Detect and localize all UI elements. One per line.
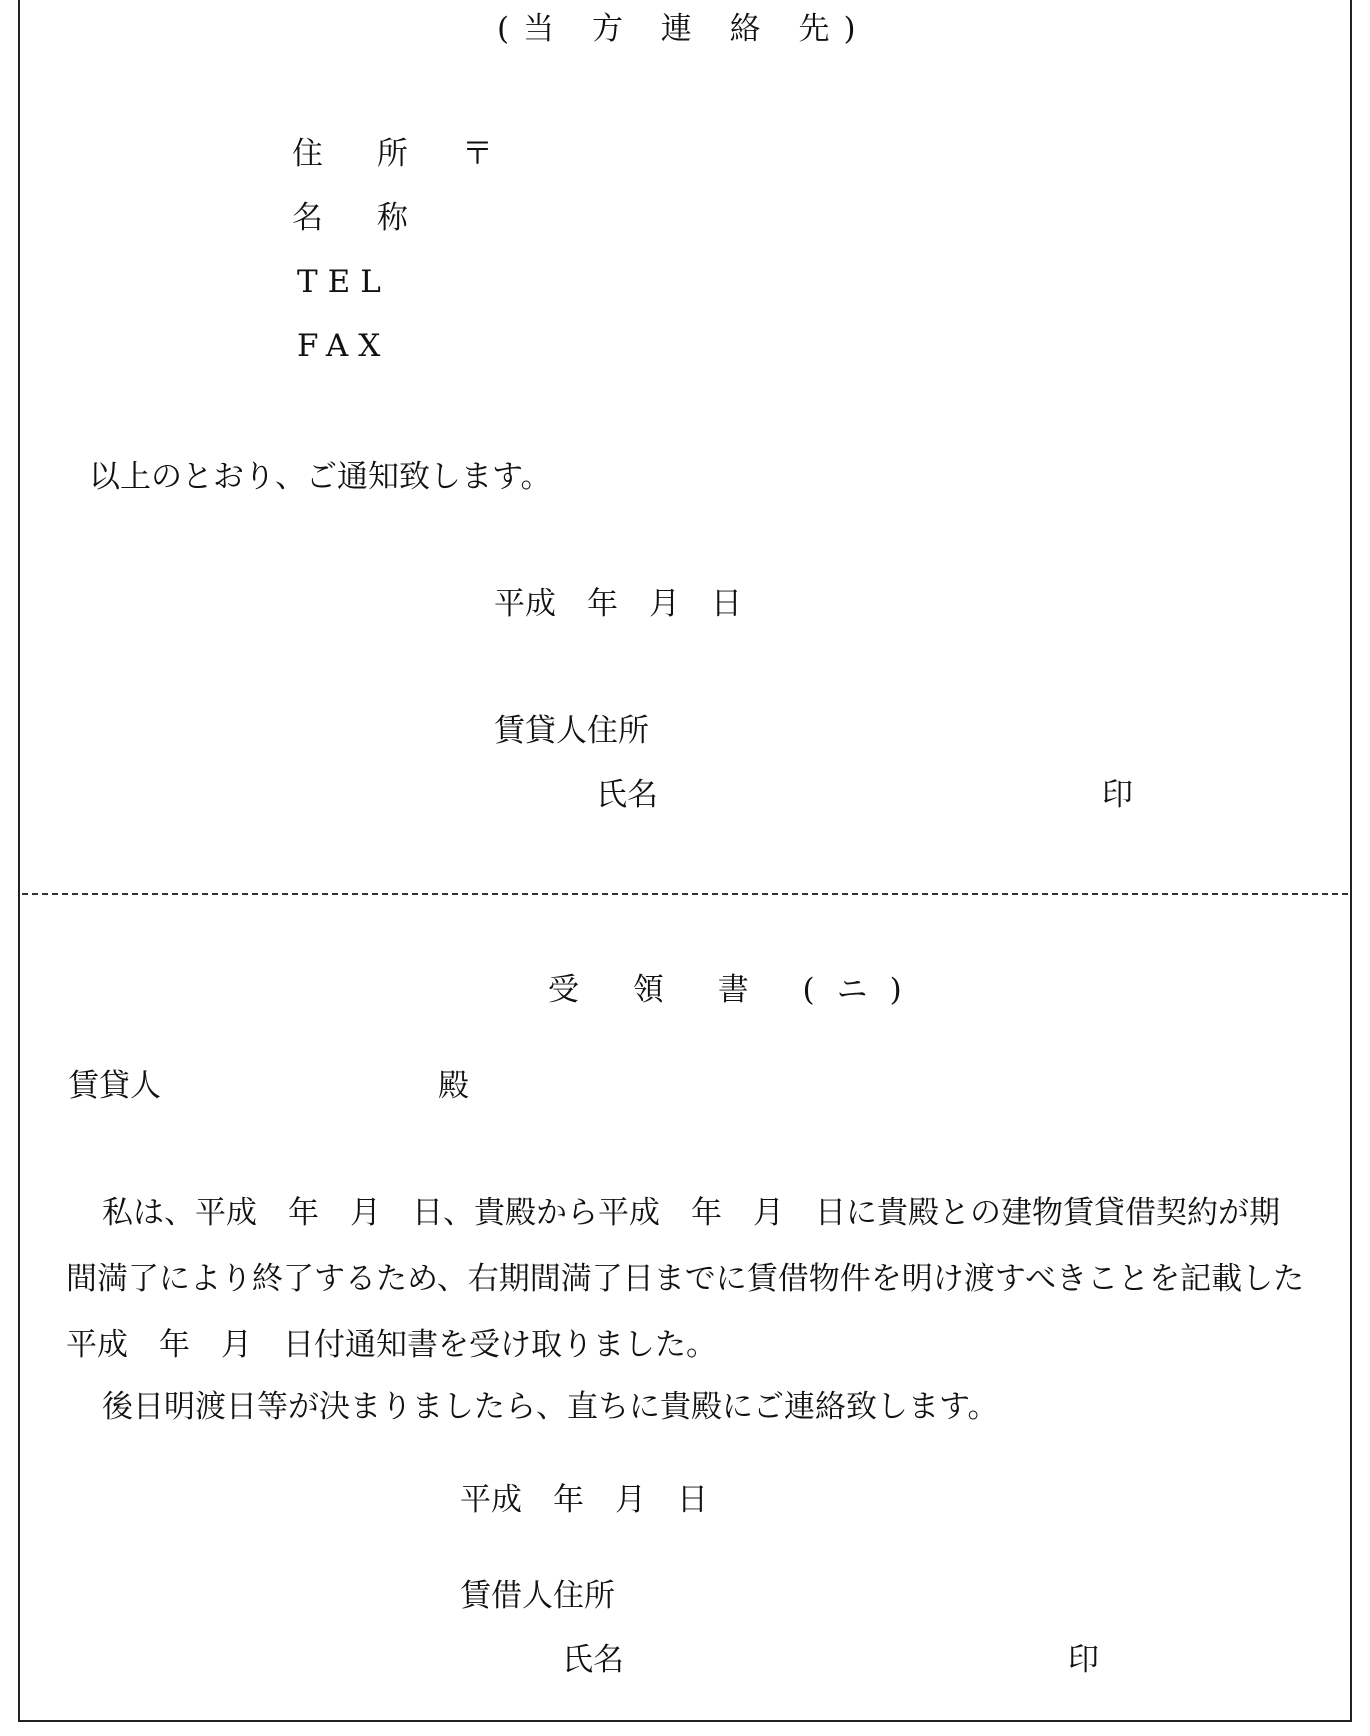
lessor-seal: 印 bbox=[1102, 777, 1133, 813]
cut-line bbox=[22, 893, 1348, 895]
receipt-addressee-label: 賃貸人 bbox=[68, 1068, 161, 1104]
tenant-address-label: 賃借人住所 bbox=[460, 1578, 615, 1614]
closing-text: 以上のとおり、ご通知致します。 bbox=[89, 459, 552, 495]
receipt-follow-up: 後日明渡日等が決まりましたら、直ちに貴殿にご連絡致します。 bbox=[102, 1389, 999, 1425]
receipt-date-line: 平成 年 月 日 bbox=[460, 1482, 708, 1518]
document-frame bbox=[18, 0, 1352, 1722]
notice-date-line: 平成 年 月 日 bbox=[494, 586, 742, 622]
postal-mark: 〒 bbox=[462, 136, 493, 172]
receipt-title: 受 領 書 (ニ) bbox=[548, 972, 924, 1008]
tenant-name-label: 氏名 bbox=[562, 1642, 624, 1678]
receipt-honorific: 殿 bbox=[438, 1068, 469, 1104]
tel-label: TEL bbox=[297, 264, 391, 300]
tenant-seal: 印 bbox=[1068, 1642, 1099, 1678]
lessor-name-label: 氏名 bbox=[596, 777, 658, 813]
address-label: 住 所 bbox=[292, 136, 430, 172]
receipt-body-paragraph: 私は、平成 年 月 日、貴殿から平成 年 月 日に貴殿との建物賃貸借契約が期間満了により終了するため、右期間満了日までに賃借物件を明け渡すべきことを記載した平成 年 月 日付通知書を受け取りました。 bbox=[66, 1195, 1305, 1363]
fax-label: FAX bbox=[297, 328, 391, 364]
contact-heading: (当 方 連 絡 先) bbox=[497, 11, 870, 47]
lessor-address-label: 賃貸人住所 bbox=[494, 713, 649, 749]
name-label: 名 称 bbox=[292, 200, 430, 236]
